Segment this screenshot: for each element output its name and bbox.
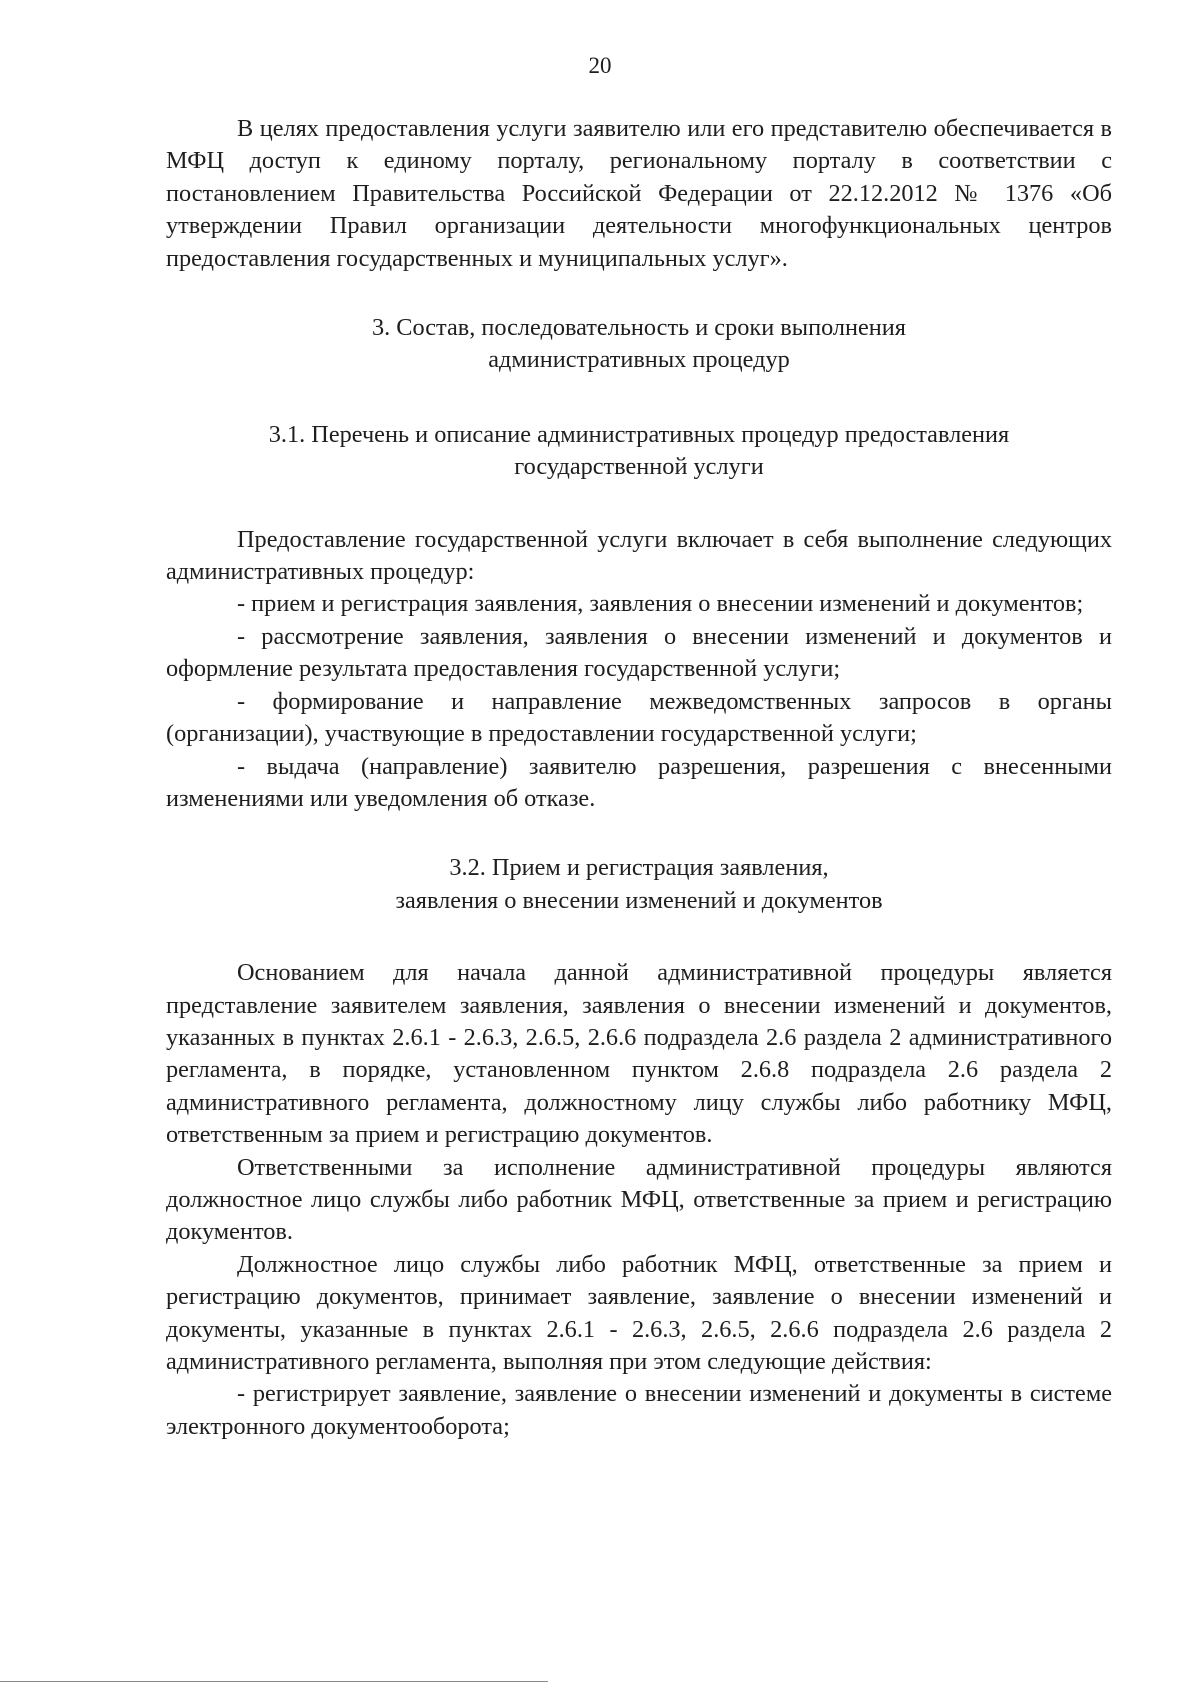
section-3-1-title-line-1: 3.1. Перечень и описание административных процедур предоставления — [268, 420, 1010, 448]
section-3-1-heading — [166, 419, 1112, 484]
section-3-2-paragraph: Должностное лицо службы либо работник МФЦ, ответственные за прием и регистрацию документов, принимает заявление, заявление о внесении изменений и документы, указанные в пунктах 2.6.1 - 2.6.3, 2.6.5, 2.6.6 подраздела 2.6 раздела 2 административного регламента, выполняя при этом следующие действия: — [166, 1250, 1112, 1375]
section-3-2-paragraph: Основанием для начала данной административной процедуры является представление заявителем заявления, заявления о внесении изменений и документов, указанных в пунктах 2.6.1 - 2.6.3, 2.6.5, 2.6.6 подраздела 2.6 раздела 2 административного регламента, в порядке, установленном пунктом 2.6.8 подраздела 2.6 раздела 2 административного регламента, должностному лицу службы либо работнику МФЦ, ответственным за прием и регистрацию документов. — [166, 959, 1112, 1149]
procedure-list-item: - выдача (направление) заявителю разрешения, разрешения с внесенными изменениями или уведомления об отказе. — [166, 752, 1112, 812]
section-3-1-title-line-2: государственной услуги — [514, 453, 764, 481]
section-3-title-line-1: 3. Состав, последовательность и сроки выполнения — [372, 314, 906, 342]
procedure-list-item: - прием и регистрация заявления, заявления о внесении изменений и документов; — [237, 590, 1084, 618]
section-3-2-heading — [166, 852, 1112, 917]
section-3-2-title-line-1: 3.2. Прием и регистрация заявления, — [449, 854, 829, 882]
intro-paragraph: В целях предоставления услуги заявителю или его представителю обеспечивается в МФЦ доступ к единому порталу, региональному порталу в соответствии с постановлением Правительства Российской Федерации от 22.12.2012 № 1376 «Об утверждении Правил организации деятельности многофункциональных центров предоставления государственных и муниципальных услуг». — [166, 115, 1112, 272]
page-number: 20 — [588, 53, 612, 78]
page-body — [166, 113, 1112, 1443]
section-3-2-title-line-2: заявления о внесении изменений и документов — [395, 886, 883, 914]
procedure-list-item: - рассмотрение заявления, заявления о внесении изменений и документов и оформление результата предоставления государственной услуги; — [166, 622, 1112, 683]
section-3-heading — [166, 312, 1112, 377]
section-3-2-list-item: - регистрирует заявление, заявление о внесении изменений и документы в системе электронного документооборота; — [166, 1380, 1112, 1440]
section-3-1-body — [166, 524, 1112, 816]
procedure-list-item: - формирование и направление межведомственных запросов в органы (организации), участвующие в предоставлении государственной услуги; — [166, 687, 1112, 748]
bottom-scan-line — [0, 1681, 548, 1682]
section-3-2-paragraph: Ответственными за исполнение административной процедуры являются должностное лицо службы либо работник МФЦ, ответственные за прием и регистрацию документов. — [166, 1153, 1112, 1246]
section-3-1-lead: Предоставление государственной услуги включает в себя выполнение следующих административных процедур: — [166, 525, 1112, 586]
section-3-title-line-2: административных процедур — [488, 346, 790, 374]
section-3-2-body — [166, 957, 1112, 1443]
